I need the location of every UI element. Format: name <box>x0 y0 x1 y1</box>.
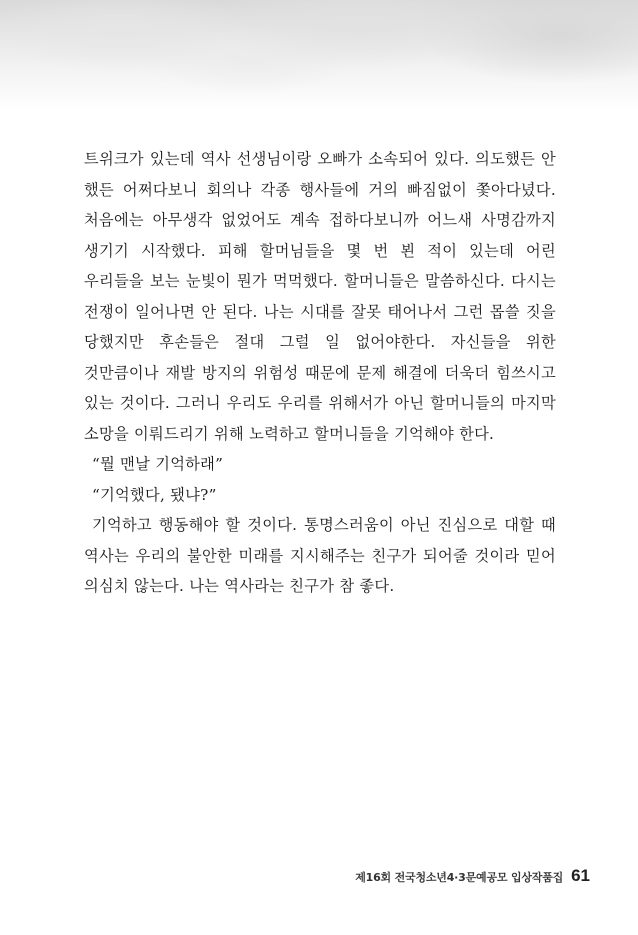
body-paragraph-1: 트위크가 있는데 역사 선생님이랑 오빠가 소속되어 있다. 의도했든 안 했든 어쩌다보니 회의나 각종 행사들에 거의 빠짐없이 쫓아다녔다. 처음에는 아무생각 없었어도 계속 접하다보니까 어느새 사명감까지 생기기 시작했다. 피해 할머님들을 몇 번 뵌 적이 있는데 어린 우리들을 보는 눈빛이 뭔가 먹먹했다. 할머니들은 말씀하신다. 다시는 전쟁이 일어나면 안 된다. 나는 시대를 잘못 태어나서 그런 몹쓸 짓을 당했지만 후손들은 절대 그럴 일 없어야한다. 자신들을 위한 것만큼이나 재발 방지의 위험성 때문에 문제 해결에 더욱더 힘쓰시고 있는 것이다. 그러니 우리도 우리를 위해서가 아닌 할머니들의 마지막 소망을 이뤄드리기 위해 노력하고 할머니들을 기억해야 한다. <box>84 150 556 443</box>
footer-book-title: 제16회 전국청소년4·3문예공모 입상작품집 <box>355 871 564 884</box>
body-paragraph-2: “뭘 맨날 기억하래” <box>92 455 224 473</box>
page-footer <box>355 866 590 890</box>
cloud-header-image <box>0 0 638 112</box>
body-paragraph-4: 기억하고 행동해야 할 것이다. 통명스러움이 아닌 진심으로 대할 때 역사는 우리의 불안한 미래를 지시해주는 친구가 되어줄 것이라 믿어 의심치 않는다. 나는 역사라는 친구가 참 좋다. <box>84 516 556 595</box>
page-number: 61 <box>571 866 590 885</box>
body-paragraph-3: “기억했다, 됐냐?” <box>92 485 217 504</box>
page-body <box>84 144 556 602</box>
